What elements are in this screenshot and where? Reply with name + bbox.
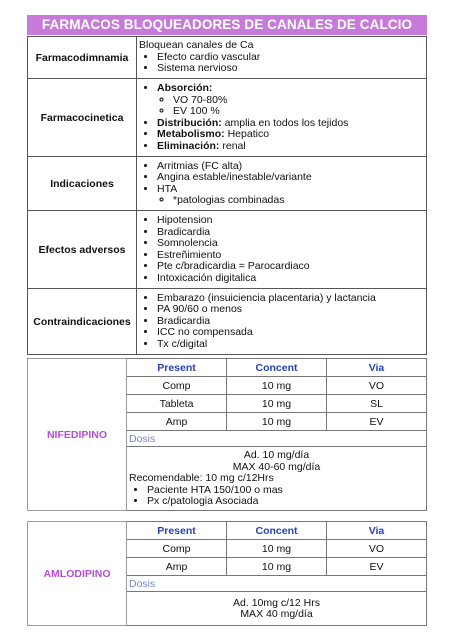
list-item: • Px c/patologia Asociada (147, 496, 424, 508)
eliminacion-value: renal (219, 139, 246, 152)
list-item: • Pte c/bradicardia = Parocardiaco (157, 261, 426, 273)
list-item: • Intoxicación digitalica (157, 273, 426, 285)
main-table (27, 36, 427, 355)
list-subitem: ◦ VO 70-80% (173, 95, 426, 107)
content-indicaciones (137, 157, 427, 211)
content-farmacocinetica (137, 79, 427, 157)
cell-present: Tableta (127, 395, 227, 413)
metabolismo-label: Metabolismo: (157, 128, 225, 140)
list-item: • Estreñimiento (157, 250, 426, 262)
dosis-label: Dosis (127, 431, 427, 447)
list-item: • ICC no compensada (157, 327, 426, 339)
label-efectos-adversos: Efectos adversos (28, 211, 137, 289)
dose-line: Ad. 10 mg/día (243, 449, 310, 462)
dose-line: Ad. 10mg c/12 Hrs (233, 596, 320, 609)
list-item: • Paciente HTA 150/100 o mas (147, 485, 424, 497)
cell-present: Comp (127, 377, 227, 395)
dose-line: MAX 40-60 mg/día (232, 460, 321, 473)
cell-concent: 10 mg (227, 395, 327, 413)
cell-present: Amp (127, 558, 227, 576)
hta-text: HTA (157, 182, 178, 195)
nifedipino-table (27, 358, 427, 511)
row-farmacodinamia (28, 37, 427, 79)
cell-via: EV (327, 558, 427, 576)
distribucion-value: amplia en todos los tejidos (221, 116, 349, 129)
cell-present: Amp (127, 413, 227, 431)
list-subitem: ◦ EV 100 % (173, 106, 426, 118)
list-item: • Angina estable/inestable/variante (157, 172, 426, 184)
header-present: Present (127, 522, 227, 540)
content-efectos-adversos (137, 211, 427, 289)
intro-text: Bloquean canales de Ca (139, 39, 254, 52)
list-item: • Bradicardia (157, 316, 426, 328)
label-contraindicaciones: Contraindicaciones (28, 289, 137, 355)
row-efectos-adversos (28, 211, 427, 289)
list-item: • Somnolencia (157, 238, 426, 250)
list-item: • Efecto cardio vascular (157, 52, 426, 64)
absorcion-label: Absorción: (157, 82, 213, 94)
header-via: Via (327, 522, 427, 540)
dose-line: MAX 40 mg/día (240, 608, 313, 620)
row-contraindicaciones (28, 289, 427, 355)
content-farmacodinamia (137, 37, 427, 79)
row-indicaciones (28, 157, 427, 211)
page-title: FARMACOS BLOQUEADORES DE CANALES DE CALCIO (27, 15, 427, 35)
table-header-row (28, 359, 427, 377)
list-item: • Hipotension (157, 215, 426, 227)
eliminacion-label: Eliminación: (157, 139, 220, 152)
header-via: Via (327, 359, 427, 377)
dose-text (127, 592, 427, 626)
distribucion-label: Distribución: (157, 116, 222, 129)
recommend-text: Recomendable: 10 mg c/12Hrs (129, 472, 274, 485)
list-item: • PA 90/60 o menos (157, 304, 426, 316)
header-present: Present (127, 359, 227, 377)
cell-concent: 10 mg (227, 377, 327, 395)
cell-via: EV (327, 413, 427, 431)
list-item (157, 184, 426, 207)
table-header-row (28, 522, 427, 540)
dose-text (127, 447, 427, 511)
list-item (157, 141, 426, 153)
list-item (157, 83, 426, 118)
cell-concent: 10 mg (227, 413, 327, 431)
cell-present: Comp (127, 540, 227, 558)
cell-via: SL (327, 395, 427, 413)
list-item: • Embarazo (insuiciencia placentaria) y lactancia (157, 293, 426, 305)
cell-via: VO (327, 540, 427, 558)
content-contraindicaciones (137, 289, 427, 355)
header-concent: Concent (227, 522, 327, 540)
dosis-label: Dosis (127, 576, 427, 592)
row-farmacocinetica (28, 79, 427, 157)
list-item: • Arritmias (FC alta) (157, 161, 426, 173)
cell-via: VO (327, 377, 427, 395)
drug-name-nifedipino: NIFEDIPINO (28, 359, 127, 511)
drug-name-amlodipino: AMLODIPINO (28, 522, 127, 626)
cell-concent: 10 mg (227, 540, 327, 558)
cell-concent: 10 mg (227, 558, 327, 576)
label-indicaciones: Indicaciones (28, 157, 137, 211)
label-farmacodinamia: Farmacodimnamia (28, 37, 137, 79)
header-concent: Concent (227, 359, 327, 377)
list-item: • Sistema nervioso (157, 63, 426, 75)
list-item: • Bradicardia (157, 227, 426, 239)
metabolismo-value: Hepatico (224, 128, 270, 140)
list-item: • Tx c/digital (157, 339, 426, 351)
label-farmacocinetica: Farmacocinetica (28, 79, 137, 157)
list-subitem: ◦ *patologias combinadas (173, 195, 426, 207)
amlodipino-table (27, 521, 427, 626)
